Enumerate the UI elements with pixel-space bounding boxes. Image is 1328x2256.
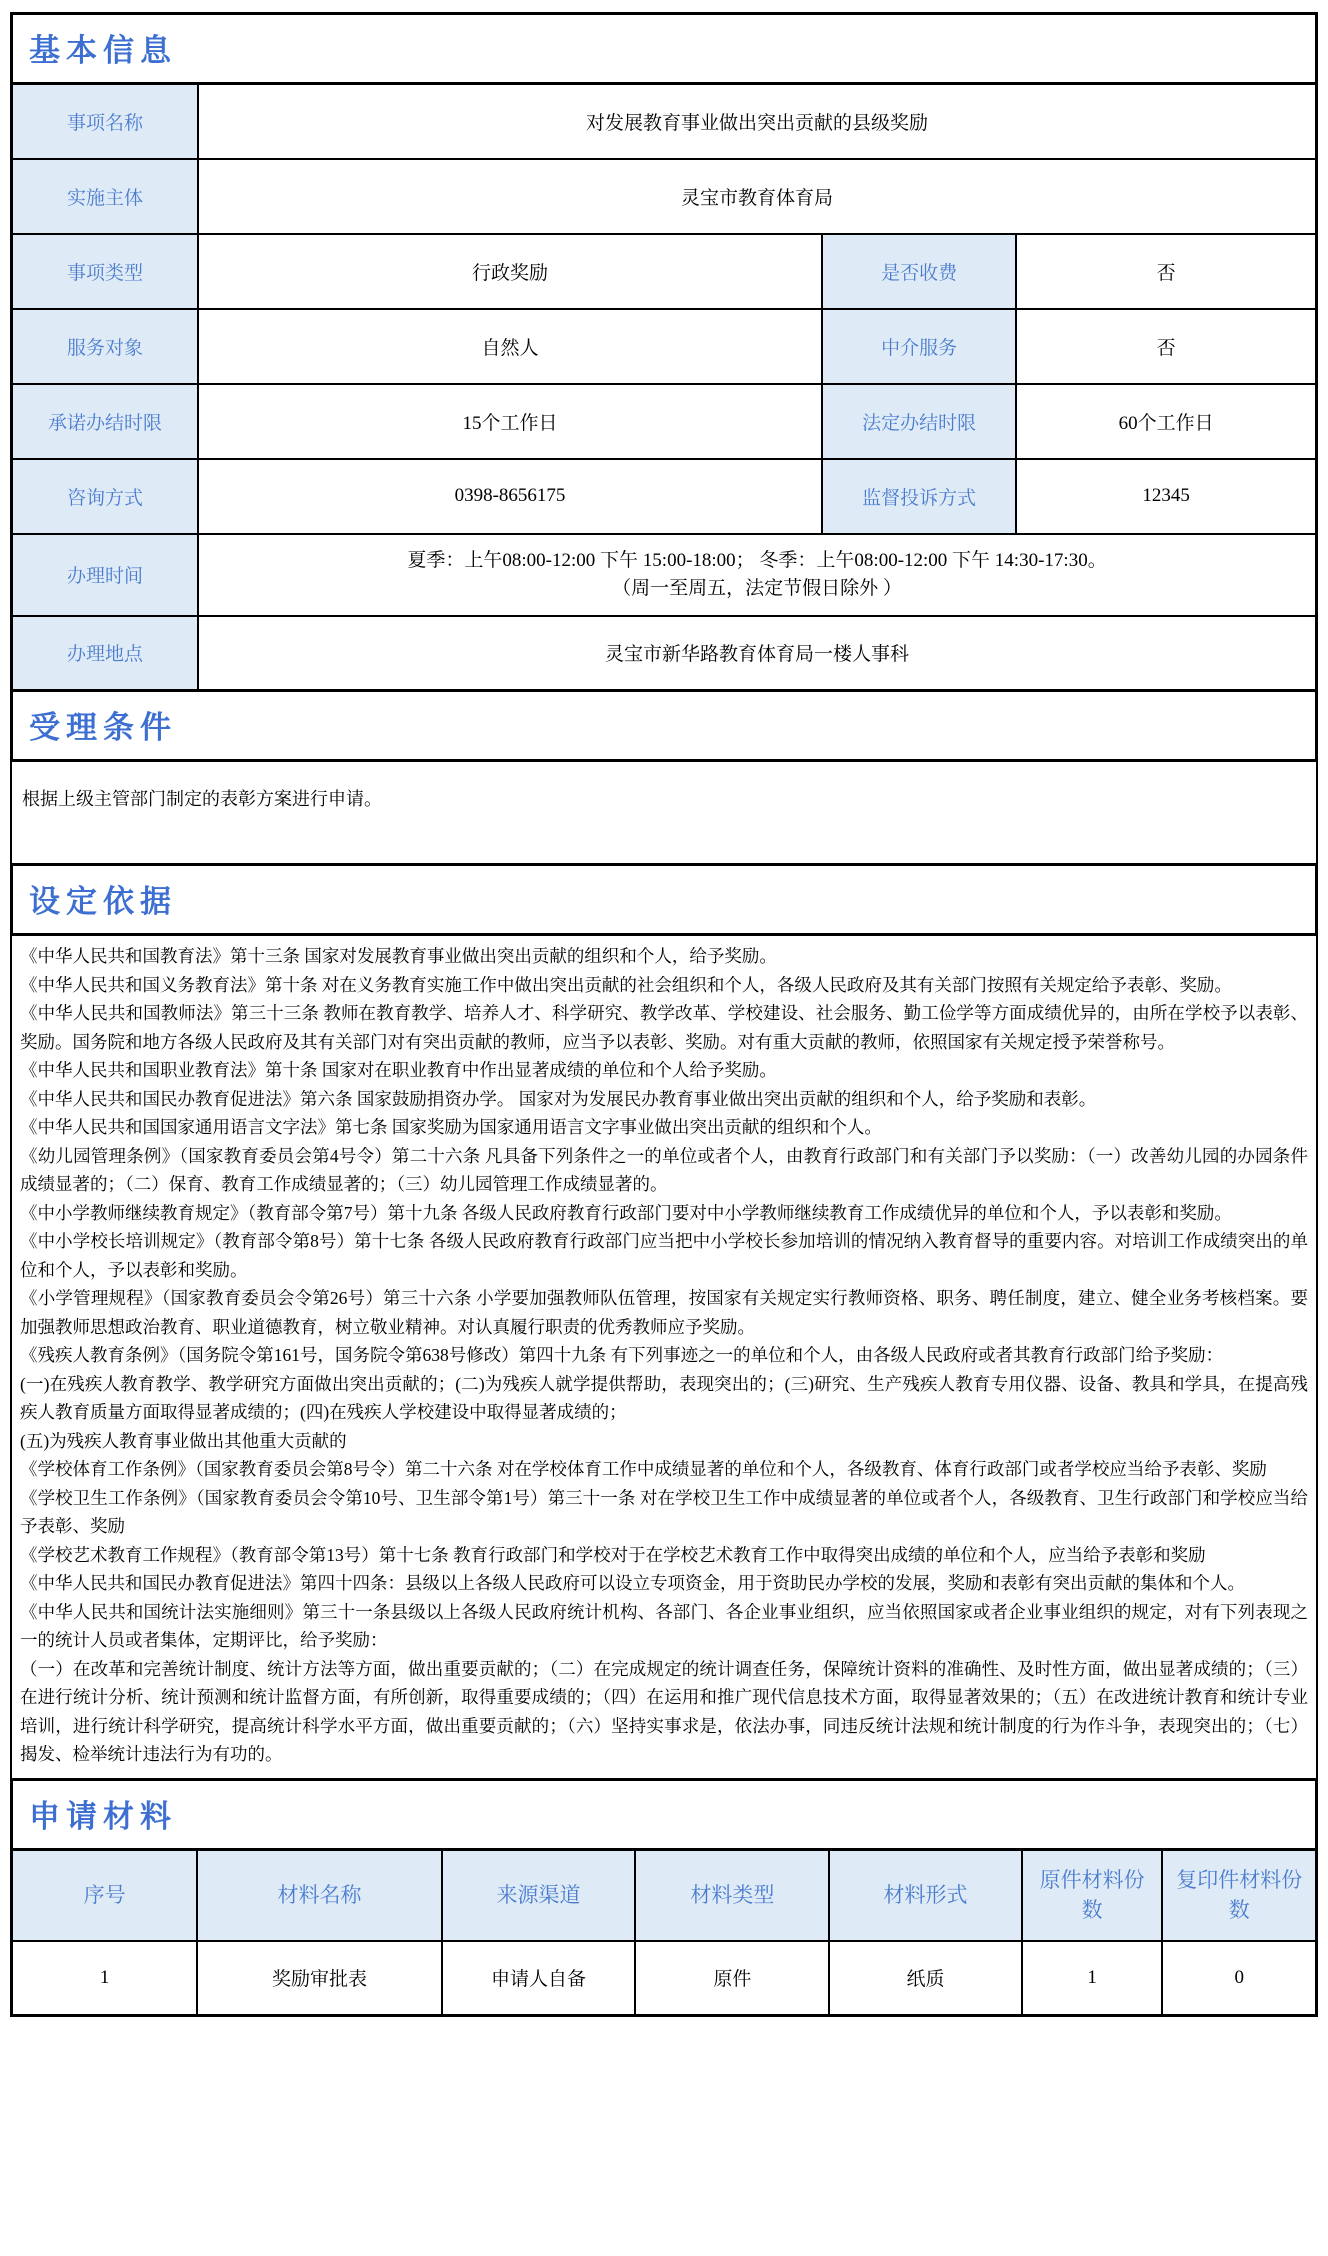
label-item-type: 事项类型 bbox=[12, 234, 199, 309]
materials-header-form: 材料形式 bbox=[829, 1849, 1022, 1941]
row-implementer bbox=[12, 159, 1317, 234]
value-item-type: 行政奖励 bbox=[198, 234, 822, 309]
materials-header-name: 材料名称 bbox=[197, 1849, 441, 1941]
row-office-hours bbox=[12, 534, 1317, 616]
basic-info-table bbox=[10, 82, 1318, 692]
material-original-count: 1 bbox=[1022, 1941, 1163, 2015]
section-header-legal-basis bbox=[10, 863, 1318, 936]
materials-table bbox=[10, 1848, 1318, 2017]
legal-paragraph: 《中小学校长培训规定》（教育部令第8号）第十七条 各级人民政府教育行政部门应当把中小学校长参加培训的情况纳入教育督导的重要内容。对培训工作成绩突出的单位和个人，予以表彰和奖励。 bbox=[20, 1231, 1308, 1280]
materials-header-type: 材料类型 bbox=[635, 1849, 829, 1941]
materials-header-original-count: 原件材料份数 bbox=[1022, 1849, 1163, 1941]
row-contacts bbox=[12, 459, 1317, 534]
value-office-hours bbox=[198, 534, 1316, 616]
legal-paragraph: 《学校艺术教育工作规程》（教育部令第13号）第十七条 教育行政部门和学校对于在学校艺术教育工作中取得突出成绩的单位和个人，应当给予表彰和奖励 bbox=[20, 1544, 1206, 1565]
row-item-type-charge bbox=[12, 234, 1317, 309]
label-supervision-phone: 监督投诉方式 bbox=[822, 459, 1016, 534]
section-header-basic-info bbox=[10, 12, 1318, 85]
legal-paragraph: 《残疾人教育条例》（国务院令第161号，国务院令第638号修改）第四十九条 有下列事迹之一的单位和个人，由各级人民政府或者其教育行政部门给予奖励： bbox=[20, 1345, 1224, 1365]
value-consult-phone: 0398-8656175 bbox=[198, 459, 822, 534]
row-location bbox=[12, 616, 1317, 691]
legal-paragraph: （一）在改革和完善统计制度、统计方法等方面，做出重要贡献的；（二）在完成规定的统计调查任务，保障统计资料的准确性、及时性方面，做出显著成绩的；（三）在进行统计分析、统计预测和统计监督方面，有所创新，取得重要成绩的；（四）在运用和推广现代信息技术方面，取得显著效果的；（五）在改进统计教育和统计专业培训，进行统计科学研究，提高统计科学水平方面，做出重要贡献的；（六）坚持实事求是，依法办事，同违反统计法规和统计制度的行为作斗争，表现突出的；（七）揭发、检举统计违法行为有功的。 bbox=[20, 1658, 1308, 1764]
value-legal-time: 60个工作日 bbox=[1016, 384, 1316, 459]
materials-header-source: 来源渠道 bbox=[442, 1849, 636, 1941]
value-charge: 否 bbox=[1016, 234, 1316, 309]
acceptance-content: 根据上级主管部门制定的表彰方案进行申请。 bbox=[10, 760, 1318, 866]
legal-paragraph: 《中华人民共和国民办教育促进法》第六条 国家鼓励捐资办学。 国家对为发展民办教育事业做出突出贡献的组织和个人，给予奖励和表彰。 bbox=[20, 1088, 1097, 1109]
section-title-acceptance: 受理条件 bbox=[29, 710, 177, 745]
material-name: 奖励审批表 bbox=[197, 1941, 441, 2015]
legal-paragraph: 《中华人民共和国职业教育法》第十条 国家对在职业教育中作出显著成绩的单位和个人给予奖励。 bbox=[20, 1060, 777, 1080]
row-time-limits bbox=[12, 384, 1317, 459]
value-intermediary: 否 bbox=[1016, 309, 1316, 384]
material-form: 纸质 bbox=[829, 1941, 1022, 2015]
legal-paragraph: 《学校卫生工作条例》（国家教育委员会令第10号、卫生部令第1号）第三十一条 对在学校卫生工作中成绩显著的单位或者个人，各级教育、卫生行政部门和学校应当给予表彰、奖励 bbox=[20, 1487, 1308, 1536]
value-location: 灵宝市新华路教育体育局一楼人事科 bbox=[198, 616, 1316, 691]
legal-paragraph: 《中华人民共和国民办教育促进法》第四十四条：县级以上各级人民政府可以设立专项资金，用于资助民办学校的发展，奖励和表彰有突出贡献的集体和个人。 bbox=[20, 1573, 1245, 1593]
section-title-basic-info: 基本信息 bbox=[29, 33, 177, 68]
legal-paragraph: 《小学管理规程》（国家教育委员会令第26号）第三十六条 小学要加强教师队伍管理，按国家有关规定实行教师资格、职务、聘任制度，建立、健全业务考核档案。要加强教师思想政治教育、职业道德教育，树立敬业精神。对认真履行职责的优秀教师应予奖励。 bbox=[20, 1288, 1308, 1337]
section-header-materials bbox=[10, 1778, 1318, 1851]
section-title-materials: 申请材料 bbox=[29, 1798, 177, 1834]
materials-header-seq: 序号 bbox=[12, 1849, 198, 1941]
material-source: 申请人自备 bbox=[442, 1941, 636, 2015]
label-service-target: 服务对象 bbox=[12, 309, 199, 384]
legal-paragraph: 《学校体育工作条例》（国家教育委员会第8号令）第二十六条 对在学校体育工作中成绩显著的单位和个人，各级教育、体育行政部门或者学校应当给予表彰、奖励 bbox=[20, 1459, 1267, 1479]
legal-paragraph: (五)为残疾人教育事业做出其他重大贡献的 bbox=[20, 1430, 347, 1451]
materials-header-copy-count: 复印件材料份数 bbox=[1162, 1849, 1316, 1941]
legal-paragraph: 《幼儿园管理条例》（国家教育委员会第4号令）第二十六条 凡具备下列条件之一的单位或者个人，由教育行政部门和有关部门予以奖励：（一）改善幼儿园的办园条件成绩显著的；（二）保育、教育工作成绩显著的；（三）幼儿园管理工作成绩显著的。 bbox=[20, 1145, 1308, 1194]
legal-basis-content bbox=[10, 934, 1318, 1781]
label-intermediary: 中介服务 bbox=[822, 309, 1016, 384]
row-service-intermediary bbox=[12, 309, 1317, 384]
label-consult-phone: 咨询方式 bbox=[12, 459, 199, 534]
value-service-target: 自然人 bbox=[198, 309, 822, 384]
office-hours-line2: （周一至周五，法定节假日除外 ） bbox=[612, 577, 902, 599]
legal-paragraph: 《中华人民共和国义务教育法》第十条 对在义务教育实施工作中做出突出贡献的社会组织和个人，各级人民政府及其有关部门按照有关规定给予表彰、奖励。 bbox=[20, 974, 1232, 995]
value-promised-time: 15个工作日 bbox=[198, 384, 822, 459]
section-header-acceptance bbox=[10, 689, 1318, 762]
value-item-name: 对发展教育事业做出突出贡献的县级奖励 bbox=[198, 84, 1316, 159]
materials-data-row bbox=[12, 1941, 1317, 2015]
value-supervision-phone: 12345 bbox=[1016, 459, 1316, 534]
legal-paragraph: 《中华人民共和国教师法》第三十三条 教师在教育教学、培养人才、科学研究、教学改革、学校建设、社会服务、勤工俭学等方面成绩优异的，由所在学校予以表彰、奖励。国务院和地方各级人民政府及其有关部门对有突出贡献的教师，应当予以表彰、奖励。对有重大贡献的教师，依照国家有关规定授予荣誉称号。 bbox=[20, 1003, 1308, 1052]
label-location: 办理地点 bbox=[12, 616, 199, 691]
legal-paragraph: (一)在残疾人教育教学、教学研究方面做出突出贡献的；(二)为残疾人就学提供帮助，表现突出的；(三)研究、生产残疾人教育专用仪器、设备、教具和学具，在提高残疾人教育质量方面取得显著成绩的；(四)在残疾人学校建设中取得显著成绩的； bbox=[20, 1373, 1308, 1422]
section-title-legal-basis: 设定依据 bbox=[29, 884, 177, 919]
legal-paragraph: 《中华人民共和国统计法实施细则》第三十一条县级以上各级人民政府统计机构、各部门、各企业事业组织，应当依照国家或者企业事业组织的规定，对有下列表现之一的统计人员或者集体，定期评比，给予奖励： bbox=[20, 1601, 1308, 1650]
label-item-name: 事项名称 bbox=[12, 84, 199, 159]
materials-header-row bbox=[12, 1849, 1317, 1941]
label-office-hours: 办理时间 bbox=[12, 534, 199, 616]
material-type: 原件 bbox=[635, 1941, 829, 2015]
legal-paragraph: 《中华人民共和国国家通用语言文字法》第七条 国家奖励为国家通用语言文字事业做出突出贡献的组织和个人。 bbox=[20, 1117, 882, 1137]
label-promised-time: 承诺办结时限 bbox=[12, 384, 199, 459]
label-implementer: 实施主体 bbox=[12, 159, 199, 234]
material-seq: 1 bbox=[12, 1941, 198, 2015]
legal-paragraph: 《中小学教师继续教育规定》（教育部令第7号）第十九条 各级人民政府教育行政部门要对中小学教师继续教育工作成绩优异的单位和个人，予以表彰和奖励。 bbox=[20, 1202, 1232, 1223]
material-copy-count: 0 bbox=[1162, 1941, 1316, 2015]
office-hours-line1: 夏季：上午08:00-12:00 下午 15:00-18:00； 冬季：上午08:00-12:00 下午 14:30-17:30。 bbox=[407, 549, 1107, 571]
row-item-name bbox=[12, 84, 1317, 159]
legal-paragraph: 《中华人民共和国教育法》第十三条 国家对发展教育事业做出突出贡献的组织和个人，给予奖励。 bbox=[20, 946, 777, 966]
label-charge: 是否收费 bbox=[822, 234, 1016, 309]
value-implementer: 灵宝市教育体育局 bbox=[198, 159, 1316, 234]
label-legal-time: 法定办结时限 bbox=[822, 384, 1016, 459]
